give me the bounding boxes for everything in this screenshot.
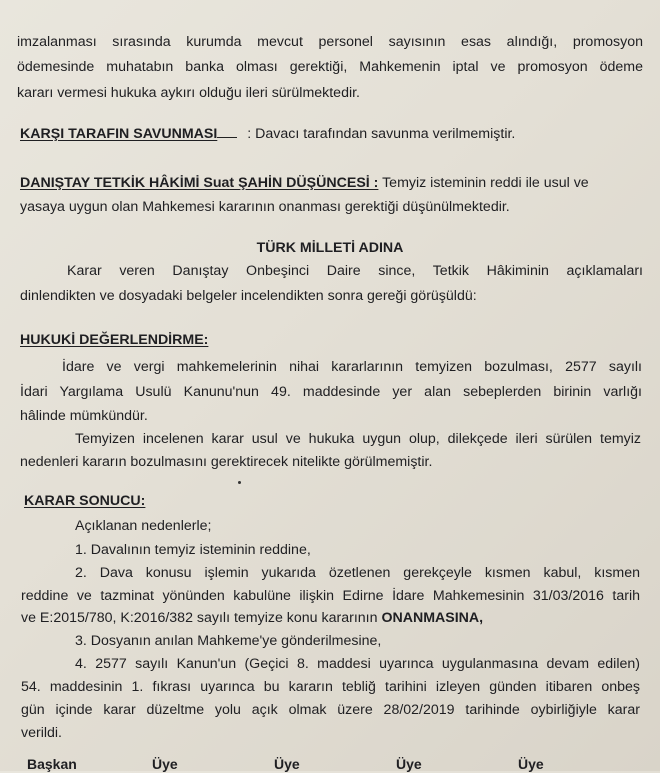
nation-line-2: dinlendikten ve dosyadaki belgeler incelendikten sonra gereği görüşüldü: (20, 288, 477, 304)
signature-member-2: Üye (274, 756, 300, 772)
judge-heading: DANIŞTAY TETKİK HÂKİMİ Suat ŞAHİN DÜŞÜNCESİ : (20, 175, 379, 191)
nation-title: TÜRK MİLLETİ ADINA (256, 240, 404, 256)
ink-speck (238, 481, 241, 484)
decision-item-2-line-3 (21, 609, 483, 627)
decision-item-4-line-4: verildi. (21, 725, 62, 741)
judge-line-1 (20, 174, 644, 192)
decision-heading: KARAR SONUCU: (24, 493, 146, 509)
judge-line-2: yasaya uygun olan Mahkemesi kararının onanması gerektiği düşünülmektedir. (20, 199, 510, 215)
legal-heading: HUKUKİ DEĞERLENDİRME: (20, 332, 209, 348)
legal-p1-line-1: İdare ve vergi mahkemelerinin nihai kararlarının temyizen bozulması, 2577 sayılı (62, 359, 642, 375)
intro-line-1: imzalanması sırasında kurumda mevcut personel sayısının esas alındığı, promosyon (17, 34, 643, 50)
signature-president: Başkan (27, 756, 77, 772)
signature-member-3: Üye (396, 756, 422, 772)
intro-line-3: kararı vermesi hukuka aykırı olduğu ileri sürülmektedir. (17, 85, 361, 101)
decision-item-2-line-1: 2. Dava konusu işlemin yukarıda özetlenen gerekçeyle kısmen kabul, kısmen (75, 565, 640, 581)
defense-heading: KARŞI TARAFIN SAVUNMASI (20, 126, 218, 142)
decision-item-2-prefix: ve E:2015/780, K:2016/382 sayılı temyize konu kararının (21, 610, 382, 626)
legal-p1-line-3: hâlinde mümkündür. (20, 408, 148, 424)
defense-text: : Davacı tarafından savunma verilmemiştir. (247, 126, 516, 142)
signature-member-1: Üye (152, 756, 178, 772)
decision-item-4-line-3: gün içinde karar düzeltme yolu açık olmak üzere 28/02/2019 tarihinde oybirliğiyle karar (21, 702, 640, 718)
decision-item-1: 1. Davalının temyiz isteminin reddine, (75, 542, 311, 558)
decision-item-4-line-1: 4. 2577 sayılı Kanun'un (Geçici 8. maddesi uyarınca uygulanmasına devam edilen) (75, 656, 640, 672)
decision-onanmasina: ONANMASINA, (381, 610, 484, 626)
legal-p2-line-1: Temyizen incelenen karar usul ve hukuka uygun olup, dilekçede ileri sürülen temyiz (75, 431, 641, 447)
judge-line-1-rest: Temyiz isteminin reddi ile usul ve (382, 175, 589, 191)
legal-p2-line-2: nedenleri kararın bozulmasını gerektirecek nitelikte görülmemiştir. (20, 454, 433, 470)
decision-intro: Açıklanan nedenlerle; (75, 518, 212, 534)
signature-member-4: Üye (518, 756, 544, 772)
nation-line-1: Karar veren Danıştay Onbeşinci Daire since, Tetkik Hâkiminin açıklamaları (67, 263, 643, 279)
intro-line-2: ödemesinde muhatabın banka olması gerektiği, Mahkemenin iptal ve promosyon ödeme (17, 59, 643, 75)
decision-item-3: 3. Dosyanın anılan Mahkeme'ye gönderilmesine, (75, 633, 382, 649)
decision-item-2-line-2: reddine ve tazminat yönünden kabulüne ilişkin Edirne İdare Mahkemesinin 31/03/2016 tarih (21, 588, 640, 604)
decision-item-4-line-2: 54. maddesinin 1. fıkrası uyarınca bu kararın tebliğ tarihini izleyen günden itibaren onbeş (21, 679, 640, 695)
defense-section (20, 125, 515, 143)
legal-p1-line-2: İdari Yargılama Usulü Kanunu'nun 49. maddesinde yer alan sebeplerden birinin varlığı (20, 384, 642, 400)
